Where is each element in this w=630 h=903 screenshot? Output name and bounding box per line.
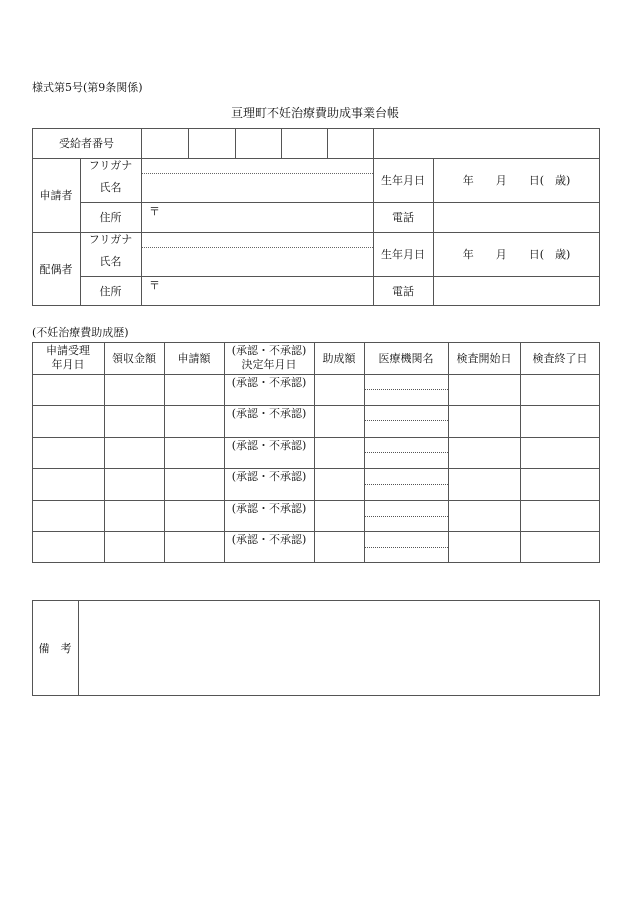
header-exam-end: 検査終了日 xyxy=(532,351,588,365)
applicant-furigana-label: フリガナ xyxy=(88,159,133,172)
spouse-birthdate-label: 生年月日 xyxy=(381,247,425,261)
header-applied-amount: 申請額 xyxy=(177,351,211,365)
header-decision-line2: 決定年月日 xyxy=(241,358,297,371)
row-decision-text: (承認・不承認) xyxy=(231,407,307,420)
spouse-name-label: 氏名 xyxy=(99,255,122,268)
form-number-label: 様式第5号(第9条関係) xyxy=(32,81,143,94)
remarks-label: 備 考 xyxy=(38,641,72,655)
spouse-address-label: 住所 xyxy=(99,284,122,298)
applicant-birthdate-label: 生年月日 xyxy=(381,173,425,187)
header-decision xyxy=(224,342,314,374)
applicant-postal-mark: 〒 xyxy=(149,205,160,218)
applicant-name-label: 氏名 xyxy=(99,181,122,194)
spouse-furigana-label: フリガナ xyxy=(88,233,133,246)
applicant-label: 申請者 xyxy=(39,188,73,202)
recipient-number-label: 受給者番号 xyxy=(59,136,114,150)
row-decision-text: (承認・不承認) xyxy=(231,533,307,546)
header-institution: 医療機関名 xyxy=(378,351,434,365)
spouse-label: 配偶者 xyxy=(39,262,73,276)
header-receipt-date-line1: 申請受理 xyxy=(46,344,90,357)
header-receipt-date xyxy=(32,342,104,374)
applicant-birthdate-field: 年 月 日( 歳) xyxy=(462,173,571,187)
page-title: 亘理町不妊治療費助成事業台帳 xyxy=(230,106,399,120)
header-decision-line1: (承認・不承認) xyxy=(231,344,307,357)
spouse-postal-mark: 〒 xyxy=(149,279,160,292)
header-receipt-amount: 領収金額 xyxy=(112,351,156,365)
spouse-phone-label: 電話 xyxy=(392,284,414,298)
header-receipt-date-line2: 年月日 xyxy=(51,358,85,371)
header-exam-start: 検査開始日 xyxy=(456,351,512,365)
row-decision-text: (承認・不承認) xyxy=(231,376,307,389)
row-decision-text: (承認・不承認) xyxy=(231,439,307,452)
applicant-address-label: 住所 xyxy=(99,210,122,224)
history-section-label: (不妊治療費助成歴) xyxy=(32,326,129,339)
row-decision-text: (承認・不承認) xyxy=(231,470,307,483)
row-decision-text: (承認・不承認) xyxy=(231,502,307,515)
spouse-birthdate-field: 年 月 日( 歳) xyxy=(462,247,571,261)
header-grant-amount: 助成額 xyxy=(322,351,356,365)
applicant-phone-label: 電話 xyxy=(392,210,414,224)
